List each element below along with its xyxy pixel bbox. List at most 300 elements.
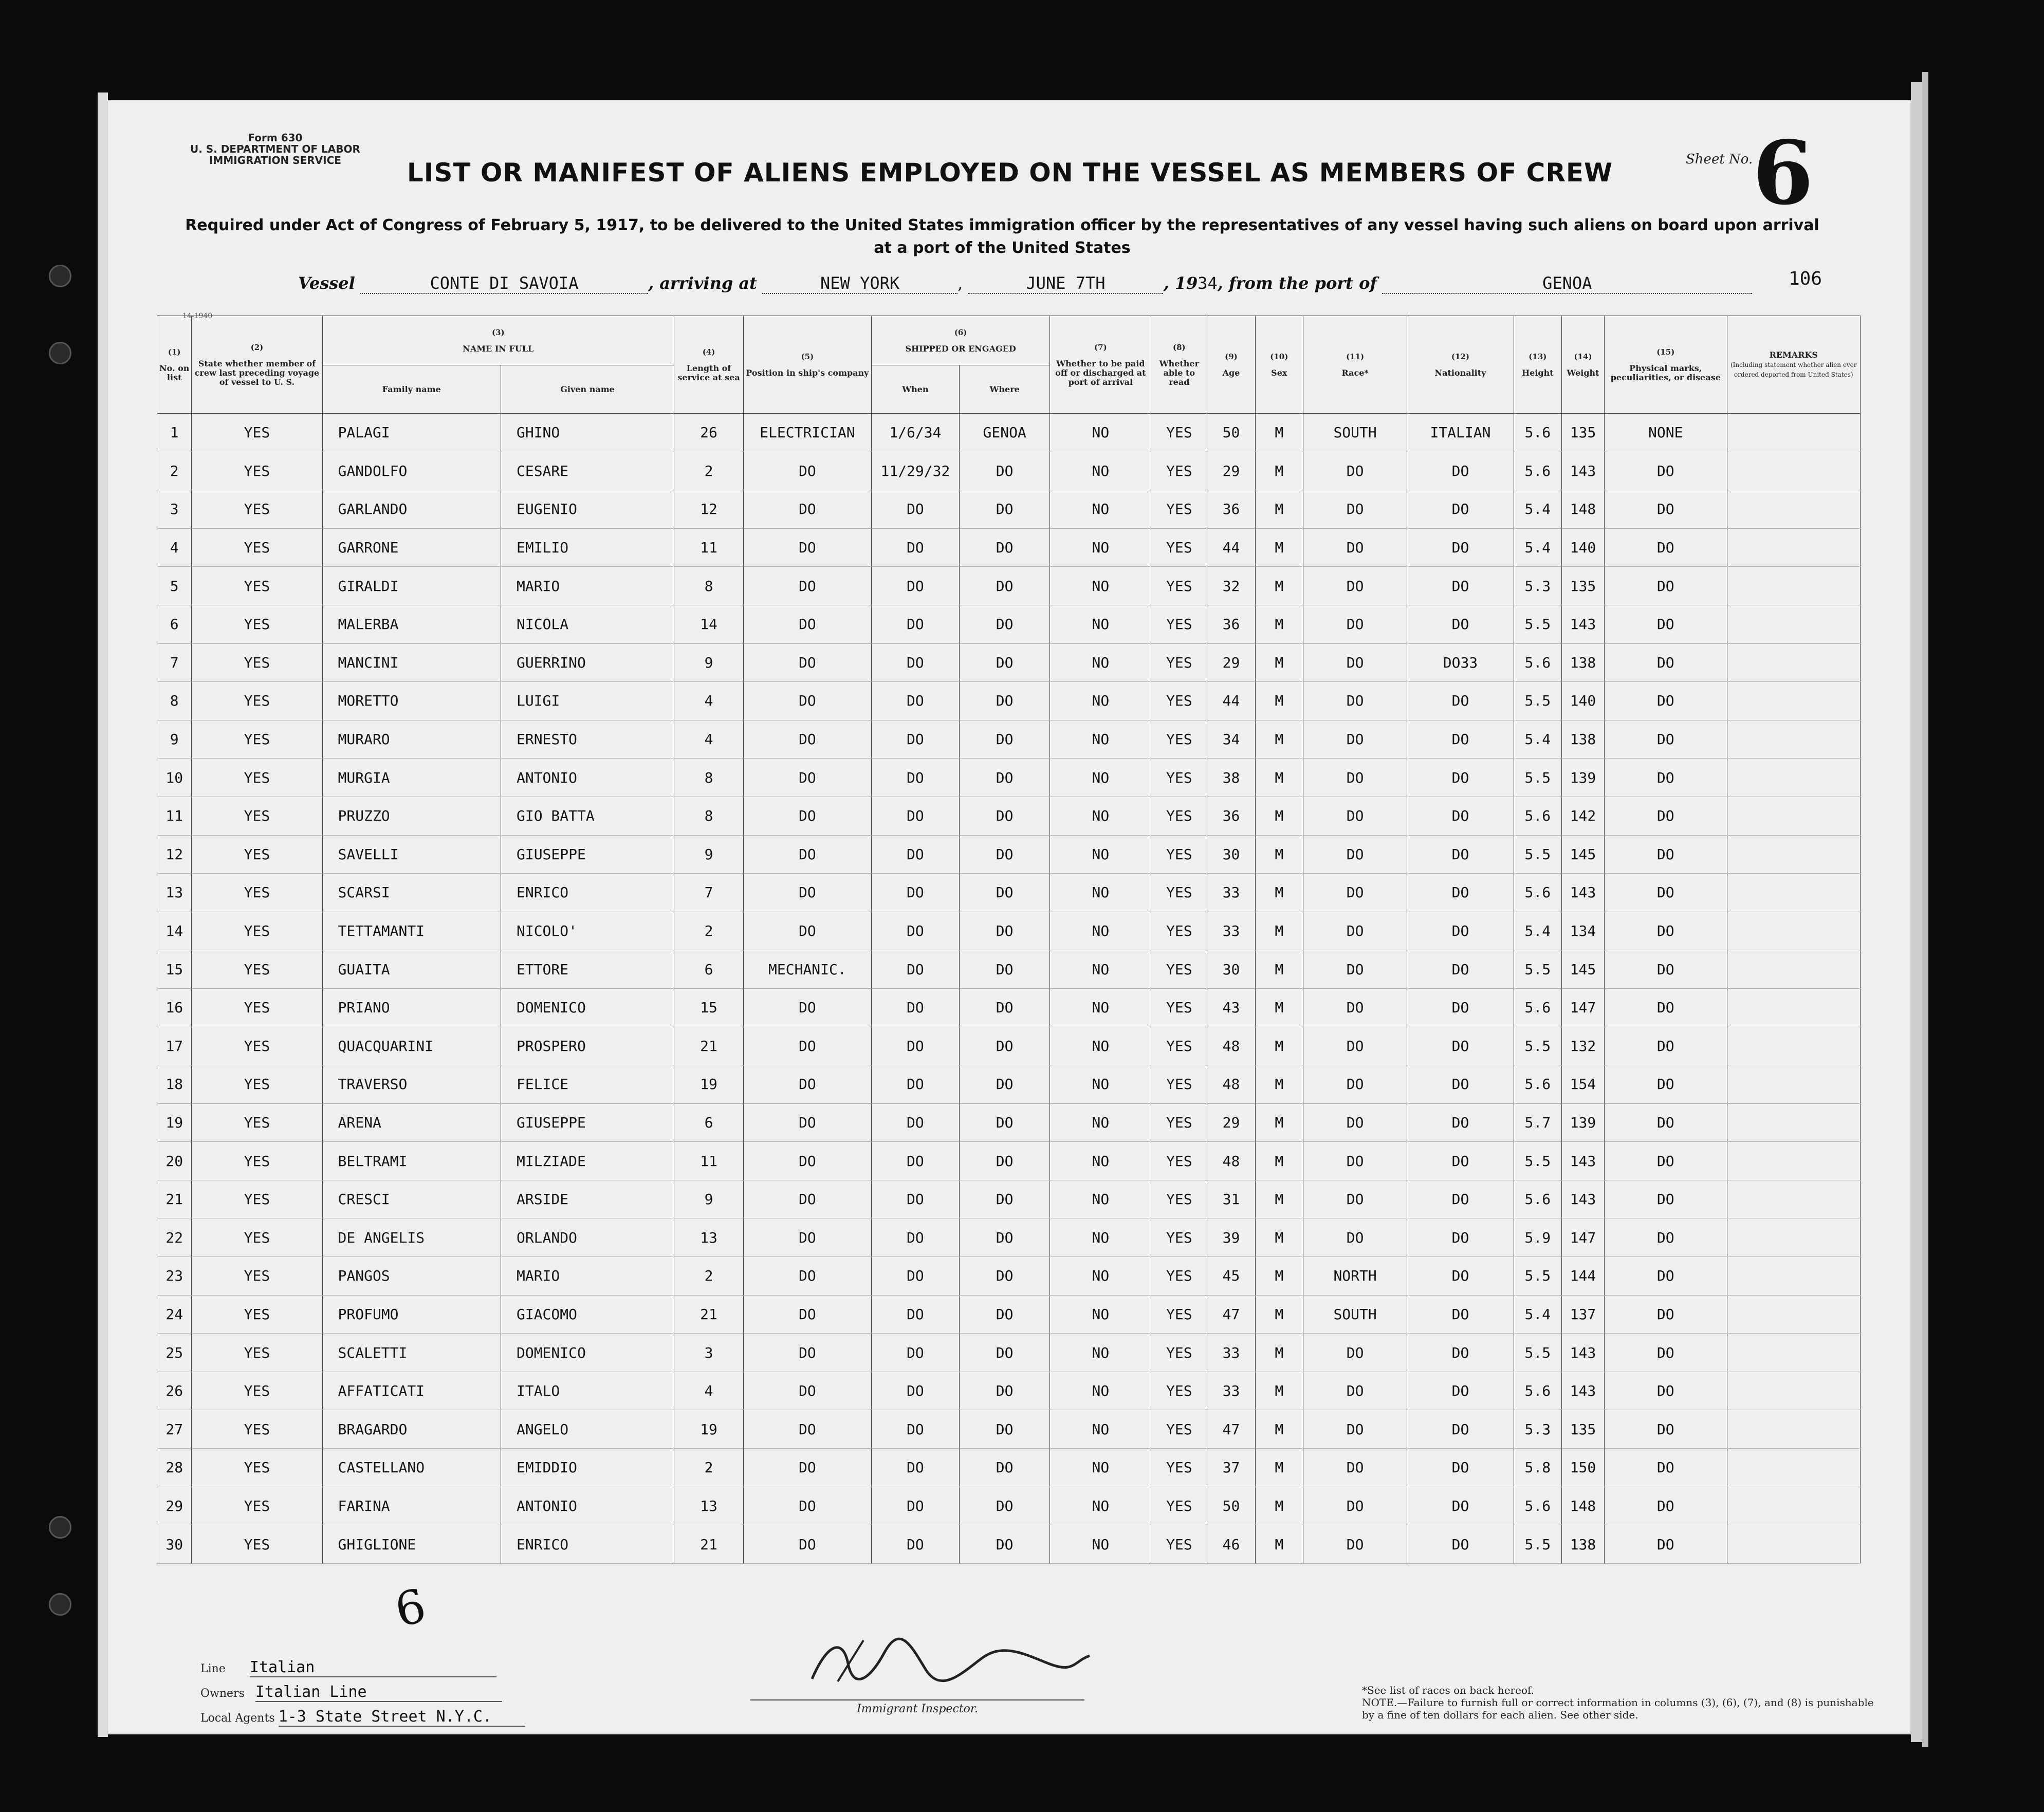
age-cell: 48 <box>1207 1065 1255 1104</box>
given-name-cell: FELICE <box>501 1065 674 1104</box>
nationality-cell: DO <box>1407 874 1514 912</box>
length-of-service-cell: 13 <box>674 1487 744 1525</box>
col-header-previous-voyage: (2) State whether member of crew last preceding voyage of vessel to U. S. <box>192 316 322 414</box>
position-cell: DO <box>743 605 871 643</box>
table-row <box>157 1027 1861 1065</box>
table-row <box>157 528 1861 567</box>
height-cell: 5.5 <box>1514 1027 1561 1065</box>
able-to-read-cell: YES <box>1151 1257 1207 1296</box>
length-of-service-cell: 2 <box>674 912 744 950</box>
sex-cell: M <box>1255 452 1303 490</box>
length-of-service-cell: 12 <box>674 490 744 529</box>
age-cell: 45 <box>1207 1257 1255 1296</box>
weight-cell: 140 <box>1562 528 1605 567</box>
height-cell: 5.3 <box>1514 1410 1561 1449</box>
sex-cell: M <box>1255 682 1303 720</box>
footer-notes <box>1362 1684 1876 1721</box>
position-cell: DO <box>743 1487 871 1525</box>
shipped-when-cell: DO <box>871 1525 959 1564</box>
previous-voyage-cell: YES <box>192 1257 322 1296</box>
row-number-cell: 11 <box>157 797 192 835</box>
row-number-cell: 14 <box>157 912 192 950</box>
race-cell: DO <box>1303 1487 1407 1525</box>
nationality-cell: DO <box>1407 682 1514 720</box>
shipped-where-cell: DO <box>959 1065 1049 1104</box>
position-cell: DO <box>743 452 871 490</box>
shipped-where-cell: DO <box>959 1142 1049 1180</box>
row-number-cell: 19 <box>157 1103 192 1142</box>
weight-cell: 143 <box>1562 1180 1605 1218</box>
col-header-when: When <box>871 365 959 414</box>
weight-cell: 145 <box>1562 835 1605 874</box>
shipped-when-cell: DO <box>871 567 959 605</box>
position-cell: DO <box>743 1372 871 1410</box>
height-cell: 5.4 <box>1514 528 1561 567</box>
previous-voyage-cell: YES <box>192 1372 322 1410</box>
length-of-service-cell: 6 <box>674 1103 744 1142</box>
weight-cell: 135 <box>1562 414 1605 452</box>
paid-off-cell: NO <box>1050 1372 1151 1410</box>
sex-cell: M <box>1255 1180 1303 1218</box>
physical-marks-cell: DO <box>1604 720 1727 759</box>
position-cell: DO <box>743 1180 871 1218</box>
length-of-service-cell: 9 <box>674 1180 744 1218</box>
paid-off-cell: NO <box>1050 950 1151 989</box>
race-cell: DO <box>1303 874 1407 912</box>
family-name-cell: PROFUMO <box>322 1295 501 1334</box>
nationality-cell: DO <box>1407 835 1514 874</box>
race-cell: DO <box>1303 1525 1407 1564</box>
previous-voyage-cell: YES <box>192 988 322 1027</box>
remarks-cell <box>1727 605 1860 643</box>
form-label: Form 630 <box>248 132 303 144</box>
given-name-cell: LUIGI <box>501 682 674 720</box>
weight-cell: 143 <box>1562 452 1605 490</box>
remarks-cell <box>1727 988 1860 1027</box>
age-cell: 36 <box>1207 797 1255 835</box>
family-name-cell: GANDOLFO <box>322 452 501 490</box>
given-name-cell: EUGENIO <box>501 490 674 529</box>
remarks-cell <box>1727 1334 1860 1372</box>
owners-value: Italian Line <box>255 1683 502 1702</box>
given-name-cell: ENRICO <box>501 874 674 912</box>
table-row <box>157 1218 1861 1257</box>
arriving-port: NEW YORK <box>762 273 957 294</box>
race-cell: DO <box>1303 720 1407 759</box>
able-to-read-cell: YES <box>1151 1027 1207 1065</box>
able-to-read-cell: YES <box>1151 797 1207 835</box>
nationality-cell: DO <box>1407 1180 1514 1218</box>
col-header-shipped: (6) SHIPPED OR ENGAGED <box>871 316 1049 365</box>
race-cell: DO <box>1303 1449 1407 1487</box>
sex-cell: M <box>1255 720 1303 759</box>
shipped-where-cell: DO <box>959 988 1049 1027</box>
weight-cell: 147 <box>1562 988 1605 1027</box>
previous-voyage-cell: YES <box>192 1103 322 1142</box>
previous-voyage-cell: YES <box>192 797 322 835</box>
binder-hole <box>49 265 71 287</box>
previous-voyage-cell: YES <box>192 1065 322 1104</box>
sex-cell: M <box>1255 1027 1303 1065</box>
height-cell: 5.5 <box>1514 605 1561 643</box>
given-name-cell: ANTONIO <box>501 759 674 797</box>
race-cell: DO <box>1303 1065 1407 1104</box>
shipped-when-cell: DO <box>871 1410 959 1449</box>
paid-off-cell: NO <box>1050 452 1151 490</box>
length-of-service-cell: 11 <box>674 528 744 567</box>
height-cell: 5.5 <box>1514 950 1561 989</box>
remarks-cell <box>1727 1065 1860 1104</box>
races-note: *See list of races on back hereof. <box>1362 1684 1535 1696</box>
nationality-cell: DO <box>1407 1487 1514 1525</box>
table-row <box>157 912 1861 950</box>
physical-marks-cell: DO <box>1604 950 1727 989</box>
weight-cell: 147 <box>1562 1218 1605 1257</box>
physical-marks-cell: DO <box>1604 1334 1727 1372</box>
shipped-when-cell: DO <box>871 490 959 529</box>
row-number-cell: 26 <box>157 1372 192 1410</box>
age-cell: 31 <box>1207 1180 1255 1218</box>
able-to-read-cell: YES <box>1151 490 1207 529</box>
shipped-when-cell: DO <box>871 720 959 759</box>
length-of-service-cell: 8 <box>674 759 744 797</box>
sheet-number: 6 <box>1753 122 1814 225</box>
previous-voyage-cell: YES <box>192 682 322 720</box>
table-row <box>157 1065 1861 1104</box>
family-name-cell: BELTRAMI <box>322 1142 501 1180</box>
physical-marks-cell: DO <box>1604 1218 1727 1257</box>
height-cell: 5.6 <box>1514 874 1561 912</box>
family-name-cell: PALAGI <box>322 414 501 452</box>
shipped-when-cell: DO <box>871 643 959 682</box>
remarks-cell <box>1727 1449 1860 1487</box>
physical-marks-cell: DO <box>1604 567 1727 605</box>
sex-cell: M <box>1255 414 1303 452</box>
physical-marks-cell: DO <box>1604 912 1727 950</box>
age-cell: 34 <box>1207 720 1255 759</box>
remarks-cell <box>1727 1142 1860 1180</box>
height-cell: 5.5 <box>1514 759 1561 797</box>
physical-marks-cell: DO <box>1604 759 1727 797</box>
paid-off-cell: NO <box>1050 1142 1151 1180</box>
nationality-cell: DO <box>1407 1449 1514 1487</box>
weight-cell: 148 <box>1562 1487 1605 1525</box>
manifest-sheet <box>107 100 1911 1734</box>
length-of-service-cell: 9 <box>674 835 744 874</box>
remarks-cell <box>1727 1295 1860 1334</box>
length-of-service-cell: 2 <box>674 1257 744 1296</box>
sex-cell: M <box>1255 988 1303 1027</box>
race-cell: NORTH <box>1303 1257 1407 1296</box>
table-row <box>157 1257 1861 1296</box>
height-cell: 5.4 <box>1514 720 1561 759</box>
given-name-cell: MARIO <box>501 567 674 605</box>
physical-marks-cell: DO <box>1604 490 1727 529</box>
nationality-cell: ITALIAN <box>1407 414 1514 452</box>
table-row <box>157 1525 1861 1564</box>
position-cell: DO <box>743 1449 871 1487</box>
given-name-cell: ITALO <box>501 1372 674 1410</box>
service-label: IMMIGRATION SERVICE <box>209 154 341 167</box>
line-value: Italian <box>250 1658 496 1677</box>
position-cell: DO <box>743 1410 871 1449</box>
given-name-cell: GIO BATTA <box>501 797 674 835</box>
col-header-sex: (10) Sex <box>1255 316 1303 414</box>
col-header-position: (5) Position in ship's company <box>743 316 871 414</box>
shipped-where-cell: DO <box>959 1487 1049 1525</box>
col-header-height: (13) Height <box>1514 316 1561 414</box>
race-cell: DO <box>1303 1027 1407 1065</box>
age-cell: 29 <box>1207 643 1255 682</box>
family-name-cell: QUACQUARINI <box>322 1027 501 1065</box>
length-of-service-cell: 14 <box>674 605 744 643</box>
given-name-cell: ENRICO <box>501 1525 674 1564</box>
physical-marks-cell: DO <box>1604 1487 1727 1525</box>
height-cell: 5.5 <box>1514 682 1561 720</box>
family-name-cell: BRAGARDO <box>322 1410 501 1449</box>
weight-cell: 143 <box>1562 874 1605 912</box>
remarks-cell <box>1727 912 1860 950</box>
shipped-where-cell: DO <box>959 682 1049 720</box>
physical-marks-cell: DO <box>1604 1257 1727 1296</box>
length-of-service-cell: 21 <box>674 1525 744 1564</box>
length-of-service-cell: 4 <box>674 720 744 759</box>
family-name-cell: MANCINI <box>322 643 501 682</box>
paid-off-cell: NO <box>1050 1525 1151 1564</box>
shipped-where-cell: DO <box>959 874 1049 912</box>
length-of-service-cell: 26 <box>674 414 744 452</box>
remarks-cell <box>1727 1525 1860 1564</box>
family-name-cell: ARENA <box>322 1103 501 1142</box>
given-name-cell: ANGELO <box>501 1410 674 1449</box>
length-of-service-cell: 2 <box>674 1449 744 1487</box>
shipped-where-cell: DO <box>959 1103 1049 1142</box>
height-cell: 5.6 <box>1514 797 1561 835</box>
race-cell: DO <box>1303 1218 1407 1257</box>
age-cell: 30 <box>1207 835 1255 874</box>
table-row <box>157 567 1861 605</box>
row-number-cell: 28 <box>157 1449 192 1487</box>
sex-cell: M <box>1255 490 1303 529</box>
length-of-service-cell: 9 <box>674 643 744 682</box>
table-row <box>157 490 1861 529</box>
shipped-when-cell: DO <box>871 759 959 797</box>
row-number-cell: 21 <box>157 1180 192 1218</box>
age-cell: 38 <box>1207 759 1255 797</box>
height-cell: 5.3 <box>1514 567 1561 605</box>
sex-cell: M <box>1255 1449 1303 1487</box>
row-number-cell: 7 <box>157 643 192 682</box>
age-cell: 33 <box>1207 1334 1255 1372</box>
physical-marks-cell: DO <box>1604 1065 1727 1104</box>
paid-off-cell: NO <box>1050 797 1151 835</box>
remarks-cell <box>1727 759 1860 797</box>
position-cell: DO <box>743 912 871 950</box>
position-cell: DO <box>743 874 871 912</box>
arrival-date: JUNE 7TH <box>968 273 1163 294</box>
row-number-cell: 1 <box>157 414 192 452</box>
arriving-label: , arriving at <box>648 273 757 293</box>
doc-code: 14-1940 <box>182 312 213 320</box>
line-label: Line <box>200 1662 226 1675</box>
weight-cell: 138 <box>1562 1525 1605 1564</box>
length-of-service-cell: 4 <box>674 1372 744 1410</box>
shipped-when-cell: DO <box>871 835 959 874</box>
row-number-cell: 24 <box>157 1295 192 1334</box>
able-to-read-cell: YES <box>1151 1180 1207 1218</box>
position-cell: DO <box>743 567 871 605</box>
table-row <box>157 720 1861 759</box>
shipped-when-cell: DO <box>871 1449 959 1487</box>
shipped-where-cell: DO <box>959 452 1049 490</box>
family-name-cell: DE ANGELIS <box>322 1218 501 1257</box>
row-number-cell: 27 <box>157 1410 192 1449</box>
remarks-cell <box>1727 950 1860 989</box>
shipped-when-cell: DO <box>871 1065 959 1104</box>
sex-cell: M <box>1255 1525 1303 1564</box>
family-name-cell: CRESCI <box>322 1180 501 1218</box>
remarks-cell <box>1727 682 1860 720</box>
given-name-cell: GIUSEPPE <box>501 1103 674 1142</box>
shipped-when-cell: DO <box>871 1142 959 1180</box>
paid-off-cell: NO <box>1050 874 1151 912</box>
physical-marks-cell: DO <box>1604 988 1727 1027</box>
row-number-cell: 18 <box>157 1065 192 1104</box>
weight-cell: 143 <box>1562 1142 1605 1180</box>
paid-off-cell: NO <box>1050 1410 1151 1449</box>
sex-cell: M <box>1255 1142 1303 1180</box>
shipped-where-cell: DO <box>959 1525 1049 1564</box>
able-to-read-cell: YES <box>1151 643 1207 682</box>
page-number: 106 <box>1789 268 1822 289</box>
shipped-where-cell: DO <box>959 1410 1049 1449</box>
age-cell: 32 <box>1207 567 1255 605</box>
height-cell: 5.6 <box>1514 1065 1561 1104</box>
shipped-where-cell: DO <box>959 1257 1049 1296</box>
position-cell: DO <box>743 1525 871 1564</box>
col-header-race: (11) Race* <box>1303 316 1407 414</box>
page-title: LIST OR MANIFEST OF ALIENS EMPLOYED ON THE VESSEL AS MEMBERS OF CREW <box>407 158 1613 188</box>
table-row <box>157 1449 1861 1487</box>
age-cell: 44 <box>1207 682 1255 720</box>
remarks-cell <box>1727 528 1860 567</box>
family-name-cell: GUAITA <box>322 950 501 989</box>
paid-off-cell: NO <box>1050 1449 1151 1487</box>
position-cell: DO <box>743 1142 871 1180</box>
nationality-cell: DO <box>1407 1218 1514 1257</box>
col-header-read: (8) Whether able to read <box>1151 316 1207 414</box>
physical-marks-cell: DO <box>1604 682 1727 720</box>
col-header-paid-off: (7) Whether to be paid off or discharged at port of arrival <box>1050 316 1151 414</box>
race-cell: DO <box>1303 682 1407 720</box>
length-of-service-cell: 4 <box>674 682 744 720</box>
race-cell: DO <box>1303 490 1407 529</box>
weight-cell: 150 <box>1562 1449 1605 1487</box>
weight-cell: 145 <box>1562 950 1605 989</box>
height-cell: 5.6 <box>1514 414 1561 452</box>
height-cell: 5.9 <box>1514 1218 1561 1257</box>
sex-cell: M <box>1255 605 1303 643</box>
paid-off-cell: NO <box>1050 605 1151 643</box>
paid-off-cell: NO <box>1050 835 1151 874</box>
weight-cell: 143 <box>1562 605 1605 643</box>
paid-off-cell: NO <box>1050 528 1151 567</box>
able-to-read-cell: YES <box>1151 1334 1207 1372</box>
remarks-cell <box>1727 1372 1860 1410</box>
shipped-where-cell: DO <box>959 1372 1049 1410</box>
sex-cell: M <box>1255 1103 1303 1142</box>
table-row <box>157 1295 1861 1334</box>
able-to-read-cell: YES <box>1151 414 1207 452</box>
row-number-cell: 13 <box>157 874 192 912</box>
physical-marks-cell: DO <box>1604 1525 1727 1564</box>
age-cell: 46 <box>1207 1525 1255 1564</box>
race-cell: SOUTH <box>1303 1295 1407 1334</box>
previous-voyage-cell: YES <box>192 414 322 452</box>
binder-hole <box>49 1593 71 1616</box>
table-row <box>157 759 1861 797</box>
race-cell: DO <box>1303 605 1407 643</box>
marginal-mark: 6 <box>390 1579 431 1638</box>
table-row <box>157 1372 1861 1410</box>
family-name-cell: PRIANO <box>322 988 501 1027</box>
height-cell: 5.6 <box>1514 1372 1561 1410</box>
shipped-where-cell: DO <box>959 720 1049 759</box>
given-name-cell: GIACOMO <box>501 1295 674 1334</box>
col-header-given-name: Given name <box>501 365 674 414</box>
inspector-signature <box>807 1633 1095 1689</box>
remarks-cell <box>1727 835 1860 874</box>
able-to-read-cell: YES <box>1151 874 1207 912</box>
given-name-cell: ERNESTO <box>501 720 674 759</box>
weight-cell: 139 <box>1562 1103 1605 1142</box>
race-cell: DO <box>1303 1334 1407 1372</box>
age-cell: 50 <box>1207 414 1255 452</box>
row-number-cell: 20 <box>157 1142 192 1180</box>
position-cell: DO <box>743 528 871 567</box>
owners-label: Owners <box>200 1687 245 1700</box>
row-number-cell: 29 <box>157 1487 192 1525</box>
crew-rows <box>157 414 1861 1564</box>
shipped-where-cell: DO <box>959 912 1049 950</box>
paid-off-cell: NO <box>1050 1065 1151 1104</box>
length-of-service-cell: 3 <box>674 1334 744 1372</box>
previous-voyage-cell: YES <box>192 1027 322 1065</box>
family-name-cell: SCALETTI <box>322 1334 501 1372</box>
previous-voyage-cell: YES <box>192 643 322 682</box>
weight-cell: 138 <box>1562 643 1605 682</box>
table-row <box>157 988 1861 1027</box>
height-cell: 5.6 <box>1514 988 1561 1027</box>
weight-cell: 144 <box>1562 1257 1605 1296</box>
table-row <box>157 414 1861 452</box>
family-name-cell: GARRONE <box>322 528 501 567</box>
nationality-cell: DO <box>1407 1027 1514 1065</box>
shipped-where-cell: DO <box>959 950 1049 989</box>
remarks-cell <box>1727 1410 1860 1449</box>
remarks-cell <box>1727 874 1860 912</box>
previous-voyage-cell: YES <box>192 1142 322 1180</box>
crew-manifest-table <box>157 316 1861 1564</box>
nationality-cell: DO <box>1407 988 1514 1027</box>
row-number-cell: 10 <box>157 759 192 797</box>
able-to-read-cell: YES <box>1151 682 1207 720</box>
row-number-cell: 6 <box>157 605 192 643</box>
previous-voyage-cell: YES <box>192 1180 322 1218</box>
shipped-where-cell: DO <box>959 797 1049 835</box>
able-to-read-cell: YES <box>1151 759 1207 797</box>
able-to-read-cell: YES <box>1151 1372 1207 1410</box>
